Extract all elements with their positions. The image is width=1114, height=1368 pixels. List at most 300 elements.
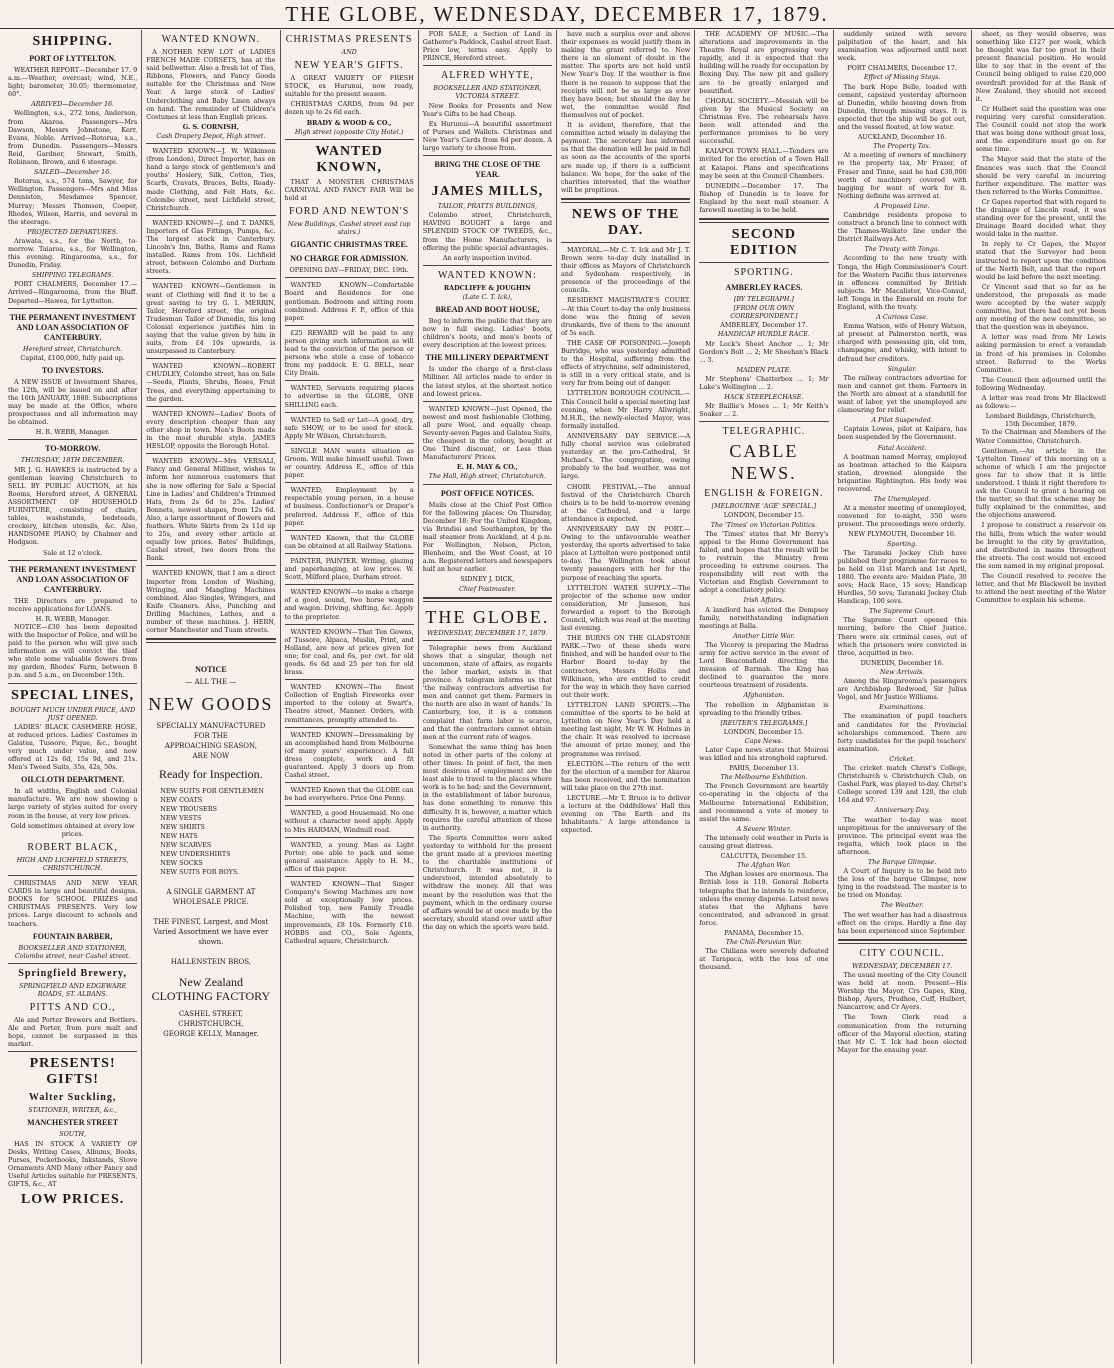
and-line: AND: [341, 48, 357, 56]
divider: [285, 443, 414, 444]
loans-text: THE Directors are prepared to receive applications for LOANS.: [8, 596, 138, 613]
news-item: Emma Watson, wife of Henry Watson, at present at Palmerston north, was charged with possessing gin, old tom, champagne, and whisky, with intent to defraud her creditors.: [837, 322, 967, 363]
list-item: NEW SUITS FOR GENTLEMEN: [160, 787, 264, 796]
list-item: NEW UNDERSHIRTS: [160, 850, 231, 859]
news-subhead: The Weather.: [880, 901, 924, 910]
council-paragraph: A letter was read from Mr Blackwell as follows:—: [975, 394, 1106, 411]
wanted-ad: £25 REWARD will be paid to any person giving such information as will lead to the conviction of the person or persons who stole a case of tobacco from my paddock. E. G. BELL, near City Drain.: [284, 328, 414, 378]
james-mills-text: Colombo street, Christchurch, HAVING BOUGHT a large and SPLENDID STOCK OF TWEEDS, &c., from the Home Manufacturers, is offering the public special advantages.: [422, 211, 552, 252]
second-edition-heading: SECOND EDITION: [730, 227, 798, 259]
dateline: PORT CHALMERS, December 17.: [847, 64, 957, 73]
cornish-name: G. S. CORNISH,: [182, 122, 239, 131]
special-lines-heading: SPECIAL LINES,: [11, 687, 135, 703]
news-item: Later Cape news states that Moirosi was killed and his stronghold captured.: [699, 746, 829, 763]
news-item: The Taranaki Jockey Club have published their programme for races to be held on 31st March and 1st April, 1880. The events are: Maiden Plate, 30 sovs; Hack Race, 15 sovs; Handicap Hurdles, 50 sovs; Taranaki Jockey Club Handicap, 100 sovs.: [837, 548, 967, 606]
news-item: THE ACADEMY OF MUSIC.—The alterations and improvements in the Theatre Royal are progressing very rapidly, and it is expected that the building will be ready for occupation by Boxing Day. The new pit and gallery are to be greatly enlarged and beautified.: [699, 30, 829, 95]
list-item: NEW SUITS FOR BOYS.: [160, 868, 240, 877]
divider: [8, 439, 137, 440]
divider: [285, 277, 414, 278]
whyte-text: New Books for Presents and New Year's Gifts to be had Cheap.: [422, 101, 552, 118]
english-foreign-heading: ENGLISH & FOREIGN.: [704, 488, 824, 500]
james-mills-sub: TAILOR, PRATTS BUILDINGS,: [437, 202, 537, 211]
calcutta-date: CALCUTTA, December 15.: [720, 852, 808, 861]
leader-paragraph: The Sports Committee were asked yesterday to withhold for the present the grant made at a previous meeting to the charitable institutions of Christchurch. It was not, it is understood, intended absolutely to withdraw the money. All that was meant by the resolution was that the payment, which in the ordinary course of affairs would be at once made by the secretary, should stand over until after the day on which the sports were held.: [422, 833, 552, 931]
post-office-heading: POST OFFICE NOTICES.: [440, 488, 534, 498]
double-divider: [838, 939, 967, 944]
pitts-text: Ale and Porter Brewers and Bottlers. Ale and Porter, from pure malt and hops, cannot be surpassed in this market.: [8, 1015, 138, 1049]
permanent-heading-2: THE PERMANENT INVESTMENT AND LOAN ASSOCIATION OF CANTERBURY.: [9, 564, 136, 594]
news-item: The Afghan losses are enormous. The British loss is 119. General Roberts telegraphs that he intends to reinforce, unless the enemy disperse. Latest news states that the Afghans have concentrated, and advanced in great force.: [699, 870, 829, 927]
divider: [285, 553, 414, 554]
council-paragraph: The Council then adjourned until the following Wednesday.: [975, 375, 1106, 392]
boot-house-heading: BREAD AND BOOT HOUSE,: [435, 304, 540, 314]
news-item: The examination of pupil teachers and candidates for the Provincial scholarships commenced. There are forty candidates for the pupil teachers' examination.: [837, 712, 967, 753]
news-item: LECTURE.—Mr T. Bruce is to deliver a lecture at the Oddfellows' Hall this evening on 'The Earth and its Inhabitants.' A large attendance is expected.: [561, 793, 691, 835]
divider: [423, 484, 552, 485]
radcliffe-sub: (Late C. T. Ick),: [462, 292, 513, 301]
news-item: THE CASE OF POISONING.—Joseph Burridge, who was yesterday admitted to the Hospital, suffering from the effects of strychnine, self administered, is still in a very critical state, and is very far from being out of danger.: [561, 338, 691, 388]
divider: [146, 565, 275, 566]
cards-text: CHRISTMAS CARDS, from 9d per dozen up to 2s 6d each.: [284, 100, 414, 117]
whyte-trade: BOOKSELLER AND STATIONER, VICTORIA STREET.: [433, 84, 542, 101]
news-item: The Town Clerk read a communication from the returning officer of the Mayoral election, stating that Mr C. T. Ick had been elected Mayor for the ensuing year.: [837, 1013, 967, 1054]
divider: [699, 262, 828, 263]
reward-notice: NOTICE—£30 has been deposited with the Inspector of Police, and will be paid to the person who will give such information as will convict the thief who stole some valuable flowers from my garden, Rhodes' Farm, between 8 p.m. and 5 a.m., on December 15th.: [8, 622, 138, 680]
tomorrow-heading: TO-MORROW.: [45, 444, 101, 454]
divider: [699, 421, 828, 422]
double-divider: [699, 218, 828, 223]
approaching-line: APPROACHING SEASON,: [164, 742, 257, 751]
auction-text: MR J. G. HAWKES is instructed by a gentleman leaving Christchurch to SELL BY PUBLIC AUCTION, at his Rooms, Hereford street, A GENERAL ASSORTMENT OF HOUSEHOLD FURNITURE, consisting of chairs, tables, washstands, bedsteads, crockery, kitchen utensils, &c. Also, HANDSOME PIANO, by Chalmer and Hodgson.: [8, 465, 138, 547]
close-of-year-heading: BRING THE CLOSE OF THE YEAR.: [434, 160, 541, 180]
wanted-ad: WANTED KNOWN—That Ten Gowns, of Tussore, Alpaca, Muslin, Print, and Holland, are now at prices given for one; for coal, and 6s, per cwt. for old goods. 6s 6d and 25 per ton for old brass.: [284, 627, 414, 677]
all-the-line: — ALL THE —: [185, 678, 237, 687]
paris-date: PARIS, December 13.: [729, 764, 799, 773]
wanted-ad: WANTED KNOWN—Gentlemen in want of Clothing will find it to be a great saving to try G. I. MERRIN, Tailor, Hereford street, the original Tradesman Tailor of Dunedin, his long Colonial experience justifies him in saying that the value given by him in suits, from £4 10s upwards, is unsurpassed in Canterbury.: [146, 282, 276, 356]
correspondent-line: [FROM OUR OWN CORRESPONDENT.]: [730, 304, 798, 321]
news-item: A landlord has evicted the Dempsey family, notwithstanding indignation meetings at Balla.: [699, 605, 829, 630]
london-date-2: LONDON, December 15.: [723, 727, 804, 736]
news-item: MAYORAL.—Mr C. T. Ick and Mr J. T. Brown were to-day duly installed in their offices as Mayors of Christchurch and Sydenham respectively, in presence of the proceedings of the councils.: [561, 245, 691, 295]
news-item: THE BURNS ON THE GLADSTONE PARK.—Two of these sheds were finished, and will be handed over to the Harbor Board to-day by the contractors, Messrs Hollis and Wilkinson, who are entitled to credit for the way in which they have carried out their work.: [561, 634, 691, 699]
council-paragraph: Cr Vincent said that so far as he understood, the proposals as made were accepted by the water supply committee, but there had not yet been any meeting of the new committee, so that the question was in abeyance.: [975, 282, 1106, 332]
manager-name: H. R. WEBB, Manager.: [35, 428, 110, 437]
divider: [146, 143, 275, 144]
divider: [285, 727, 414, 728]
sailed-heading: SAILED—December 16.: [33, 168, 112, 177]
news-subhead: The Treaty with Tonga.: [864, 245, 940, 254]
news-subhead: New Arrivals.: [879, 667, 925, 676]
hallenstein-name: HALLENSTEIN BROS,: [170, 958, 252, 967]
gold-line: Gold sometimes obtained at every low prices.: [10, 821, 135, 838]
wanted-ad: WANTED to Sell or Let—A good, dry, safe SHOW, or to be used for stock. Apply Mr Wilson, Christchurch.: [284, 415, 414, 440]
news-item: LYTTELTON LAND SPORTS.—The committee of the sports to be held at Lyttelton on New Year's Day held a meeting last night, Mr W. W. Holmes in the chair. It was resolved to increase the amount of prize money, and the programme was revised.: [561, 700, 691, 758]
ford-newton-address: New Buildings, Cashel street east (up stairs.): [287, 220, 411, 237]
globe-ad: WANTED Known that the GLOBE can be had everywhere. Price One Penny.: [284, 786, 414, 803]
post-office-text: Mails close at the Chief Post Office for the following places: On Thursday, December 18: For the United Kingdom, via Brindisi and Southampton, by the mail steamer from Auckland, at 4 p.m. For Wellington, Nelson, Picton, Blenheim, and the West Coast, at 10 a.m. Registered letters and newspapers half an hour earlier.: [422, 500, 552, 574]
list-item: NEW COATS: [160, 796, 203, 805]
news-item: CHOIR FESTIVAL.—The annual festival of the Christchurch Church choirs is to be held to-morrow evening at the Cathedral, and a large attendance is expected.: [561, 482, 691, 523]
column-5: [557, 30, 695, 1364]
no-charge-line: NO CHARGE FOR ADMISSION.: [290, 254, 409, 264]
corsets-heading: WANTED KNOWN.: [161, 34, 261, 45]
dateline: DUNEDIN, December 16.: [860, 658, 944, 667]
oilcloth-text: In all widths, English and Colonial manufacture. We are now showing a large variety of styles suited for every room in the house, at very low prices.: [8, 787, 138, 820]
news-item: The railway contractors advertise for men and cannot get them. Farmers in the North are almost at a standstill for want of labor, yet the unemployed are clamouring for relief.: [837, 373, 967, 415]
reuter-line: [REUTER'S TELEGRAMS.]: [720, 718, 808, 727]
specially-line: SPECIALLY MANUFACTURED: [156, 722, 266, 731]
wanted-ad: WANTED KNOWN—ROBERT CHUDLEY, Colombo street, has on Sale—Seeds, Plants, Shrubs, Roses, Fruit Trees, and everything appertaining to the garden.: [146, 362, 276, 403]
wood-name: BRADY & WOOD & CO.,: [306, 118, 392, 127]
wanted-ad: WANTED KNOWN, that I am a direct Importer from London of Washing, Wringing, and Mangling Machines combined. Also Singles, Wringers, and Knife Cleaners. Also, Punching and Drilling Machines, Lathes, and a number of these machines. J. HERN, corner Manchester and Tuam streets.: [146, 569, 276, 635]
divider: [285, 679, 414, 680]
council-paragraph: The Council resolved to receive the letter, and that Mr Blackwell be invited to attend the next meeting of the Water Committee to explain his scheme.: [975, 572, 1106, 605]
ford-newton-name: FORD AND NEWTON'S: [288, 206, 410, 218]
news-subhead: Afghanistan.: [743, 691, 785, 700]
departures-heading: PROJECTED DEPARTURES.: [27, 227, 118, 236]
pitts-name: PITTS AND CO.,: [29, 1001, 116, 1013]
double-divider: [561, 198, 690, 203]
news-subhead: Irish Affairs.: [743, 596, 785, 605]
opening-day-line: OPENING DAY—FRIDAY, DEC. 19th.: [289, 266, 409, 275]
cashel-street-line: CASHEL STREET, CHRISTCHURCH,: [178, 1010, 244, 1029]
divider: [146, 278, 275, 279]
divider: [146, 358, 275, 359]
amberley-date: AMBERLEY, December 17.: [720, 321, 808, 330]
wanted-ad: WANTED KNOWN—to make a charge of a good, sound, two horse waggon and wagon. Driving, shifting, &c. Apply to the proprietor.: [284, 588, 414, 621]
letter-date: 15th December, 1879.: [1004, 420, 1077, 429]
carnival-text: THAT A MONSTER CHRISTMAS CARNIVAL AND FANCY FAIR Will be held at: [284, 177, 414, 202]
weather-report: WEATHER REPORT—December 17. 9 a.m.—Weather, overcast; wind, N.E., light; barometer, 30.05; thermometer, 60°.: [8, 66, 138, 99]
boot-house-text: Beg to inform the public that they are now in full swing. Ladies' boots, children's boots, and men's boots of every description at the lowest prices.: [422, 316, 552, 350]
list-item: NEW VESTS: [160, 814, 202, 823]
divider: [285, 805, 414, 806]
news-subhead: Singular.: [887, 364, 917, 373]
letter-body: I propose to construct a reservoir on the hills, from which the water would be brought to the city by gravitation, and distributed in mains throughout the streets. The cost would not exceed the sum named in my original proposal.: [975, 521, 1106, 570]
wanted-ad: SINGLE MAN wants situation as Groom. Will make himself useful. Town or country. Address E., office of this paper.: [284, 446, 414, 480]
single-garment-line: A SINGLE GARMENT AT WHOLESALE PRICE.: [166, 888, 256, 907]
news-item: CHORAL SOCIETY.—Messiah will be given by the Musical Society on Christmas Eve. The rehearsals have been well attended and the performance promises to be very successful.: [699, 96, 829, 146]
letter-recipient: To the Chairman and Members of the Water Committee, Christchurch.: [975, 428, 1106, 445]
divider: [8, 963, 137, 964]
news-subhead: Effect of Missing Stays.: [863, 73, 941, 82]
wanted-ad: WANTED KNOWN—Mrs VERSALI, Fancy and General Milliner, wishes to inform her numerous customers that she is now offering for Sale a Special Line in Ladies' and Children's Trimmed Hats, from 2s 6d to 25s. Ladies' Bonnets, newest shapes, from 12s 6d. Also, a large assortment of flowers and feathers. White Skirts from 2s 11d up to 25s, and every other article at equally low prices. Bates' Buildings, Cashel street, two doors from the Bank.: [146, 457, 276, 563]
are-now-line: ARE NOW: [192, 752, 230, 761]
divider: [285, 325, 414, 326]
new-years-gifts-heading: NEW YEAR'S GIFTS.: [294, 60, 404, 72]
double-divider: [423, 597, 552, 602]
news-item: Among the Ringarooma's passengers are Archbishop Redwood, Sir Julius Vogel, and Mr Justice Williams.: [837, 677, 967, 702]
finest-line: THE FINEST, Largest, and Most Varied Assortment we have ever shown.: [153, 918, 269, 947]
wood-address: High street (opposite City Hotel.): [294, 127, 404, 136]
list-item: NEW SOCKS: [160, 859, 203, 868]
amberley-heading: AMBERLEY RACES.: [725, 283, 803, 293]
divider: [285, 530, 414, 531]
by-telegraph-line: [BY TELEGRAPH.]: [733, 295, 794, 304]
dressmaking-ad: WANTED KNOWN—Dressmaking by an accomplished hand from Melbourne (of many years' experience). A full dress complete, work and fit guaranteed. Apply 3 doors up from Cashel street.: [284, 730, 414, 780]
whyte-name: ALFRED WHYTE,: [440, 70, 534, 82]
news-item: Cambridge residents propose to construct a branch line to connect with the Thames-Waikato line under the District Railways Act.: [837, 210, 967, 244]
news-item: The 'Times' states that Mr Berry's appeal to the Home Government has failed, and hopes that the result will be to restrain the Ministry from proceeding to extreme courses. The responsibility will rest with the Victorian and English Government to adopt a conciliatory policy.: [699, 529, 829, 595]
news-item: The weather to-day was most unpropitious for the anniversary of the province. The principal event was the regatta, which took place in the afternoon.: [837, 815, 967, 856]
inspection-line: An early inspection invited.: [442, 253, 532, 262]
council-paragraph: In reply to Cr Gapes, the Mayor stated that the Surveyor had been instructed to report upon the condition of the North Belt, and that the report would be laid before the next meeting.: [975, 240, 1106, 281]
news-item: The rebellion in Afghanistan is spreading to the friendly tribes.: [699, 700, 829, 717]
section-sale-ad: FOR SALE, a Section of Land in Gatherer's Paddock, Cashel street East. Price low, terms easy. Apply to PRINCE, Hereford street.: [422, 30, 552, 63]
news-item: The French Government are heartily co-operating in the objects of the Melbourne International Exhibition, and recommend a vote of money to assist the same.: [699, 782, 829, 823]
leader-paragraph: Somewhat the same thing has been noted in other parts of the colony at other times. In point of fact, the men most desirous of employment are the least able to travel to the places where work is to be had; and the Government, in the establishment of labor bureaus, has done something to remove this difficulty. It is, however, a matter which requires the careful attention of those in authority.: [422, 742, 552, 832]
christmas-tree-line: GIGANTIC CHRISTMAS TREE.: [290, 240, 408, 250]
gifts-text: A GREAT VARIETY OF FRESH STOCK, ex Hurunui, now ready, suitable for the present season.: [284, 74, 414, 99]
wanted-ad: PAINTER, PAINTER. Writing, glazing and paperhanging, at low prices. W. Scott, Milford place, Durham street.: [284, 556, 414, 582]
sale-time: Sale at 12 o'clock.: [43, 548, 103, 557]
news-item: The Supreme Court opened this morning, before the Chief Justice. There were six criminal cases, out of which the prisoners were convicted in three, acquitted in two.: [837, 616, 967, 657]
arrived-heading: ARRIVED—December 16.: [31, 100, 115, 109]
news-subhead: Another Little War.: [733, 631, 795, 640]
news-subhead: Sporting.: [887, 539, 918, 548]
divider: [8, 560, 137, 561]
postmaster-name: SIDNEY J. DICK,: [460, 575, 515, 584]
news-item: RESIDENT MAGISTRATE'S COURT.—At this Court to-day the only business done was the fining of seven drunkards, five of them to the amount of 5s each.: [561, 296, 691, 337]
news-item: LYTTELTON BOROUGH COUNCIL.—This Council held a special meeting last evening, when Mr Harry Allwright, M.H.R., the newly-elected Mayor, was formally installed.: [561, 389, 691, 430]
news-subhead: The 'Times' on Victorian Politics.: [710, 520, 817, 529]
divider: [8, 308, 137, 309]
divider: [146, 453, 275, 454]
corsets-text: A NOTHER NEW LOT of LADIES FRENCH MADE CORSETS, has at the said bellwetter. Also a fresh lot of Ties, Ribbons, Flowers, and Fancy Goods suitable for the Christmas and New Year. A large stock of Ladies' Underclothing and Baby Linen always on hand. The remainder of Children's Costumes at less than English prices.: [146, 48, 276, 121]
notice-heading: NOTICE: [195, 665, 227, 675]
divider: [8, 875, 137, 876]
millinery-heading: THE MILLINERY DEPARTMENT: [425, 353, 550, 363]
dateline: NEW PLYMOUTH, December 16.: [848, 530, 956, 539]
news-subhead: A Pilot Suspended.: [871, 416, 933, 425]
column-1: [4, 30, 142, 1364]
news-subhead: Caps News.: [744, 736, 783, 745]
council-paragraph: Cr Hulbert said the question was one requiring very careful consideration. The Council could not stop the work that was being done without great loss, and the expenditure must go on for some time.: [975, 104, 1106, 154]
council-paragraph: A letter was read from Mr Lewis asking permission to erect a verandah in front of his premises in Colombo street. Referred to the Works Committee.: [975, 333, 1106, 374]
investors-heading: TO INVESTORS.: [41, 365, 104, 375]
leader-paragraph: have such a surplus over and above their expenses as would justify them in making the grant referred to. Now there is an element of doubt in the matter. The sports are not held until New Year's Day. If the weather is fine there is no reason to suppose that the receipts will not be as large as ever they have been; but should the day be wet, the committee would find themselves out of pocket.: [561, 30, 691, 119]
divider: [8, 1051, 137, 1052]
news-subhead: The Unemployed.: [873, 495, 931, 504]
news-item: KAIAPOI TOWN HALL.—Tenders are invited for the erection of a Town Hall at Kaiapoi. Plans and specifications may be seen at the Council Chambers.: [699, 147, 829, 180]
panama-date: PANAMA, December 15.: [724, 928, 804, 937]
column-8: [972, 30, 1110, 1364]
news-subhead: The Chili-Peruvian War.: [725, 938, 803, 947]
porter-ad: WANTED, a young Man as Light Porter; one able to pack and some general assistance. Apply to H. M., office of this paper.: [284, 840, 414, 873]
age-special-line: [MELBOURNE 'AGE' SPECIAL.]: [711, 502, 817, 511]
news-item: According to the new treaty with Tonga, the High Commissioner's Court for the Western Pacific thus intervenes in offences committed by British subjects. Mr Macalister, Vice-Consul, left Tonga in the Emerald en route for England, with the treaty.: [837, 254, 967, 311]
springfield-address: SPRINGFIELD AND EDGEWARE ROADS, ST. ALBANS.: [19, 981, 127, 998]
tomorrow-date: THURSDAY, 18TH DECEMBER.: [20, 456, 125, 465]
goods-list: [146, 787, 275, 877]
divider: [285, 380, 414, 381]
kelly-manager-line: GEORGE KELLY, Manager.: [163, 1030, 259, 1039]
special-lines-sub: BOUGHT MUCH UNDER PRICE, AND JUST OPENED.: [10, 705, 136, 722]
capital-line: Capital, £100,000, fully paid up.: [20, 353, 125, 362]
james-mills-name: JAMES MILLS,: [431, 184, 544, 200]
news-item: A Court of Inquiry is to be held into the loss of the barque Glimpse, now lying in the roadstead. The master is to be tried on Monday.: [837, 867, 967, 900]
robert-black-name: ROBERT BLACK,: [27, 841, 118, 853]
departures-text: Arawata, s.s., for the North, to-morrow. Taiaroa, s.s., for Wellington, this evening. Ringarooma, s.s., for Dunedin, Friday.: [8, 236, 138, 270]
robert-black-address: HIGH AND LICHFIELD STREETS, CHRISTCHURCH.: [16, 855, 129, 872]
divider: [285, 876, 414, 877]
news-item: The usual meeting of the City Council was held at noon. Present—His Worship the Mayor, Crs Gapes, King, Bishop, Ayers, Prudhoe, Cuff, Hulbert, Nancarrow, and Cr Ayers.: [837, 970, 967, 1012]
news-item: ELECTION.—The return of the writ for the election of a member for Akaroa has been received, and the nomination will take place on the 27th inst.: [561, 759, 691, 792]
list-item: NEW SHIRTS: [160, 823, 205, 832]
ready-heading: Ready for Inspection.: [159, 767, 263, 782]
news-subhead: The Supreme Court.: [869, 607, 936, 616]
news-item: Captain Lowes, pilot at Kaipara, has been suspended by the Government.: [837, 425, 967, 442]
divider: [423, 155, 552, 156]
list-item: NEW TROUSERS: [160, 805, 218, 814]
sewing-machine-ad: WANTED KNOWN—That Singer Company's Sewing Machines are now sold at exceptionally low prices. Polished top, new Family Treadle Machine, with the newest improvements, £8 10s. Formerly £10. HOBBS and CO., Sole Agents, Cathedral square, Christchurch.: [284, 880, 414, 945]
race-results: Mr Stephens' Chatterbox ... 1; Mr Lake's Wellington ... 2.: [699, 374, 829, 391]
millinery-text: Is under the charge of a first-class Milliner. All articles made to order in the latest styles, at the shortest notice and lowest prices.: [422, 365, 552, 398]
the-globe-date: WEDNESDAY, DECEMBER 17, 1879.: [427, 628, 548, 637]
news-item: LYTTELTON WATER SUPPLY.—The projector of the scheme now under consideration, Mr Jameson, has forwarded a report to the Borough Council, which was read at the meeting last evening.: [561, 583, 691, 633]
news-subhead: The Barque Glimpse.: [868, 858, 937, 866]
column-3: [281, 30, 419, 1364]
city-council-date: WEDNESDAY, DECEMBER 17.: [852, 961, 953, 970]
council-paragraph: The Mayor said that the state of the finances was such that the Council should be very careful in incurring further expenditure. The matter was then referred to the Works Committee.: [975, 155, 1106, 196]
race-results: Mr Baillie's Moses ... 1; Mr Keith's Soaker ... 2.: [699, 402, 829, 419]
permanent-address: Hereford street, Christchurch.: [23, 344, 123, 353]
divider: [285, 139, 414, 140]
wanted-known-heading: WANTED KNOWN:: [437, 269, 537, 281]
may-co-address: The Hall, High street, Christchurch.: [428, 472, 546, 481]
letter-address: Lombard Buildings, Christchurch,: [985, 412, 1097, 421]
cable-news-heading: CABLE NEWS.: [729, 441, 799, 484]
council-paragraph: Cr Gapes reported that with regard to the drainage of Lincoln road, it was standing over for the present, until the Drainage Board decided what they would take in the matter.: [975, 197, 1106, 239]
suckling-street: MANCHESTER STREET: [27, 1118, 119, 1128]
news-subhead: Anniversary Day.: [874, 806, 930, 815]
news-item: DUNEDIN.—December 17. The Bishop of Dunedin is to leave for England by the next mail steamer. A farewell meeting is to be held.: [699, 181, 829, 214]
masthead: THE GLOBE, WEDNESDAY, DECEMBER 17, 1879.: [0, 0, 1114, 29]
shipping-heading: SHIPPING.: [32, 34, 113, 49]
news-item: A boatman named Morray, employed as boatman attached to the Kaipara station, drowned alongside the brigantine Rightington. His body was recovered.: [837, 452, 967, 493]
manager-name-2: H. R. WEBB, Manager.: [35, 614, 110, 623]
news-item: The Viceroy is preparing the Madras army for active service in the event of Lord Beaconsfield directing the invasion of Burmah. The King has declined to guarantee the more courteous treatment of residents.: [699, 640, 829, 690]
list-item: NEW HATS: [160, 832, 198, 841]
sporting-heading: SPORTING.: [733, 267, 794, 279]
suckling-name: Walter Suckling,: [28, 1092, 117, 1104]
city-council-heading: CITY COUNCIL.: [859, 947, 945, 959]
divider: [423, 65, 552, 66]
news-subhead: A Proposed Line.: [874, 201, 930, 210]
christmas-cards-text: CHRISTMAS AND NEW YEAR CARDS in large and beautiful designs. BOOKS for SCHOOL PRIZES and CHRISTMAS PRESENTS. Very low prices. Large discount to schools and teachers.: [8, 879, 138, 928]
race-results: Mr Lock's Sheet Anchor ... 1; Mr Gordon's Bolt ... 2; Mr Sheehan's Black ... 3.: [699, 339, 829, 364]
hurunui-text: Ex Hurunui—A beautiful assortment of Purses and Wallets. Christmas and New Year's Cards from 6d per dozen. A large variety to choose from.: [422, 119, 552, 153]
divider: [561, 242, 690, 243]
divider: [285, 584, 414, 585]
arrived-text: Wellington, s.s., 272 tons, Anderson, from Akaroa. Passengers—Mrs Dawson, Messrs Johnstone, Kerr, Evans, Noble. Arrived—Rotorua, s.s., from Dunedin. Passengers—Messrs Reid, Gardner, Stewart, Smith, Robinson, Brown, and 6 steerage.: [8, 109, 138, 167]
race-heading: HACK STEEPLECHASE.: [724, 393, 804, 402]
telegrams-text: PORT CHALMERS, December 17.—Arrived—Ringarooma, from the Bluff. Departed—Hawea, for Lyttelton.: [8, 280, 138, 305]
fireworks-ad: WANTED KNOWN—The finest Collection of English Fireworks ever imported to the colony at Swart's, Theatre street, Manner. Orders, with remittances, promptly attended to.: [284, 683, 414, 724]
for-the-line: FOR THE: [193, 732, 228, 741]
presents-heading: PRESENTS! GIFTS!: [29, 1056, 116, 1088]
news-subhead: The Melbourne Exhibition.: [720, 773, 808, 782]
telegraphic-heading: TELEGRAPHIC.: [722, 426, 806, 438]
news-item: ANNIVERSARY DAY SERVICE.—A fully choral service was celebrated yesterday at the pro-Cathedral, St Michael's. The congregation, owing probably to the bad weather, was not large.: [561, 431, 691, 481]
divider: [423, 401, 552, 402]
list-item: NEW SCARVES: [160, 841, 212, 850]
wanted-ad: WANTED KNOWN—J. W. Wilkinson (from London), Direct Importer, has on hand a large stock of gentlemen's and youths' Hosiery, Silk, Cotton, Ties, Scarfs, Cravats, Braces, Belts, Ready-made Clothing, and Felt Hats, &c. Colombo street, next Lichfield street, Christchurch.: [146, 147, 276, 212]
news-item: The wet weather has had a disastrous effect on the crops. Hardly a fine day has been experienced since September.: [837, 910, 967, 935]
news-item: The cricket match Christ's College, Christchurch v. Christchurch Club, on Cashel Park, was played to-day. Christ's College scored 139 and 120, the club 164 and 97.: [837, 763, 967, 805]
special-lines-text: LADIES' BLACK CASHMERE HOSE, at reduced prices. Ladies' Costumes in Galatea, Tussore, Pique, &c., bought very much under value, and now offered at 12s 6d, 15s 9d, and 21s. Men's Tweed Suits, 35s, 42s, 50s.: [8, 722, 138, 772]
divider: [285, 482, 414, 483]
new-zealand-heading: New Zealand: [178, 975, 244, 990]
telegrams-heading: SHIPPING TELEGRAMS.: [31, 271, 114, 280]
housemaid-ad: WANTED, a good Housemaid. No one without a character need apply. Apply to Mrs HARMAN, Windmill road.: [284, 809, 414, 834]
divider: [285, 782, 414, 783]
fountain-barber-name: FOUNTAIN BARBER,: [32, 931, 113, 941]
double-divider: [146, 638, 275, 643]
leader-paragraph: Telegraphic news from Auckland shows that a singular, though not uncommon, state of affairs, as regards the labor market, exists in that province. A telegram informs us that 'the railway contractors advertise for men and cannot get them. Farmers in the north are also in want of hands.' In Canterbury, too, it is a common complaint that farm labor is scarce, and that the contractors cannot obtain men at the current rate of wages.: [422, 643, 552, 741]
column-2: [142, 30, 280, 1364]
permanent-heading: THE PERMANENT INVESTMENT AND LOAN ASSOCIATION OF CANTERBURY.: [9, 312, 136, 342]
divider: [146, 406, 275, 407]
suckling-south: SOUTH,: [59, 1130, 87, 1139]
wanted-ad: WANTED, Employment by a respectable young person, in a house of business. Confectioner's or Draper's preferred. Address F., office of this paper.: [284, 486, 414, 527]
wanted-ad: WANTED KNOWN—Comfortable Board and Residence for one gentleman. Bedroom and sitting room combined. Address F. P., office of this paper.: [284, 281, 414, 322]
news-item: The bark Hope Belle, loaded with cement, capsized yesterday afternoon at Dunedin, while heaving down from Dunedin, through missing stays. It is expected that the ship will be got out, and the vessel floated, at low water.: [837, 82, 967, 132]
divider: [285, 412, 414, 413]
race-heading: MAIDEN PLATE.: [736, 365, 792, 374]
council-paragraph: sheet, as they would observe, was something like £127 per week, which he thought was far too great in their present financial position. He would like to say that in the event of the Council being obliged to raise £20,000 overdraft provided for at the Bank of New Zealand, they should not exceed it.: [975, 30, 1106, 103]
low-prices-heading: LOW PRICES.: [20, 1192, 125, 1208]
wanted-ad: WANTED KNOWN—J. and T. DANKS, Importers of Gas Fittings, Pumps, &c. The largest stock in Canterbury. Lincoln's Inn, Baths, Rams and Rams installed. Rams from 10s. Lichfield street, between Colombo and Durham streets.: [146, 218, 276, 276]
news-subhead: Fatal Accident.: [877, 443, 927, 452]
new-clothing-ad: WANTED KNOWN—Just Opened, the newest and most fashionable Clothing, all pure Wool, and equally cheap. Seventy-seven Pages and Galatea Suits, the cheapest in the colony, bought at One Third discount, or Less than Manufacturers' Prices.: [422, 404, 552, 462]
news-subhead: A Severe Winter.: [736, 824, 792, 833]
news-subhead: The Afghan War.: [737, 861, 791, 870]
leader-paragraph: It is evident, therefore, that the committee acted wisely in delaying the payment. The secretary has informed us that the donation will be paid in full as soon as the accounts of the sports are made up, if there is a sufficient balance. We hope, for the sake of the charities interested, that the weather will be propitious.: [561, 121, 691, 194]
wanted-ad: WANTED KNOWN—Ladies' Boots of every description cheaper than any other shop in town. Men's Boots made in the most durable style. JAMES HESLOP, opposite the Borough Hotel.: [146, 409, 276, 451]
oilcloth-heading: OILCLOTH DEPARTMENT.: [21, 775, 125, 785]
news-item: At a meeting of owners of machinery re the property tax, Mr Fraser, of Fraser and Tinne, said he had £30,000 worth of machinery covered with bagging for want of work for it. Nothing definite was arrived at.: [837, 151, 967, 200]
news-subhead: Cricket.: [889, 754, 916, 763]
dateline: AUCKLAND, December 16.: [857, 133, 947, 142]
news-item: The Chilians were severely defeated at Tarapaca, with the loss of one thousand.: [699, 947, 829, 972]
port-heading: PORT OF LYTTELTON.: [29, 54, 117, 63]
wanted-ad: WANTED, Servants requiring places to advertise in the GLOBE, ONE SHILLING each.: [284, 384, 414, 409]
divider: [285, 837, 414, 838]
divider: [423, 640, 552, 641]
news-subhead: The Property Tax.: [873, 142, 931, 151]
race-heading: HANDICAP HURDLE RACE.: [717, 330, 810, 339]
radcliffe-name: RADCLIFFE & JOUGHIN: [443, 283, 531, 292]
investors-text: A NEW ISSUE of Investment Shares, the 12th, will be issued on and after the 16th JANUARY, 1880. Subscriptions may be made at the Office, where prospectuses and all information may be obtained.: [8, 377, 138, 427]
column-6: [695, 30, 833, 1364]
springfield-brewery-name: Springfield Brewery,: [18, 967, 127, 979]
sailed-text: Rotorua, s.s., 574 tons, Sawyer, for Wellington. Passengers—Mrs and Miss Denniston, Mesdames Spencer, Murray; Messrs Thomson, Cooper, Rhodes, Wilson, Harris, and several in the steerage.: [8, 177, 138, 226]
news-item: At a monster meeting of unemployed, convened for to-night, 350 were present. The proceedings were orderly.: [837, 504, 967, 529]
column-4: [419, 30, 557, 1364]
new-goods-heading: NEW GOODS: [148, 694, 274, 715]
suckling-text: HAS IN STOCK A VARIETY OF Desks, Writing Cases, Albums, Books, Purses, Pocketbooks, Inkstands, Stove Ornaments AND Many other Fancy and Useful Articles suitable for PRESENTS, GIFTS, &c., AT: [8, 1139, 138, 1188]
clothing-factory-heading: CLOTHING FACTORY: [151, 989, 271, 1004]
wanted-ad: WANTED Known, that the GLOBE can be obtained at all Railway Stations.: [284, 533, 414, 550]
divider: [423, 265, 552, 266]
news-of-the-day-heading: NEWS OF THE DAY.: [571, 206, 680, 238]
news-item: The intensely cold weather in Paris is causing great distress.: [699, 833, 829, 851]
letter-body: Gentlemen,—An article in the 'Lyttelton Times' of this morning on a scheme of which I am the projector goes far to show that it is little understood. I think it right therefore to ask the Council to grant a hearing on the matter, so that the scheme may be fully explained to the committee, and the objections answered.: [975, 446, 1106, 520]
may-co-name: E. H. MAY & CO.,: [456, 463, 518, 472]
fountain-barber-address: BOOKSELLER AND STATIONER, Colombo street, near Cashel street.: [14, 943, 131, 960]
news-subhead: Examinations.: [879, 703, 926, 712]
